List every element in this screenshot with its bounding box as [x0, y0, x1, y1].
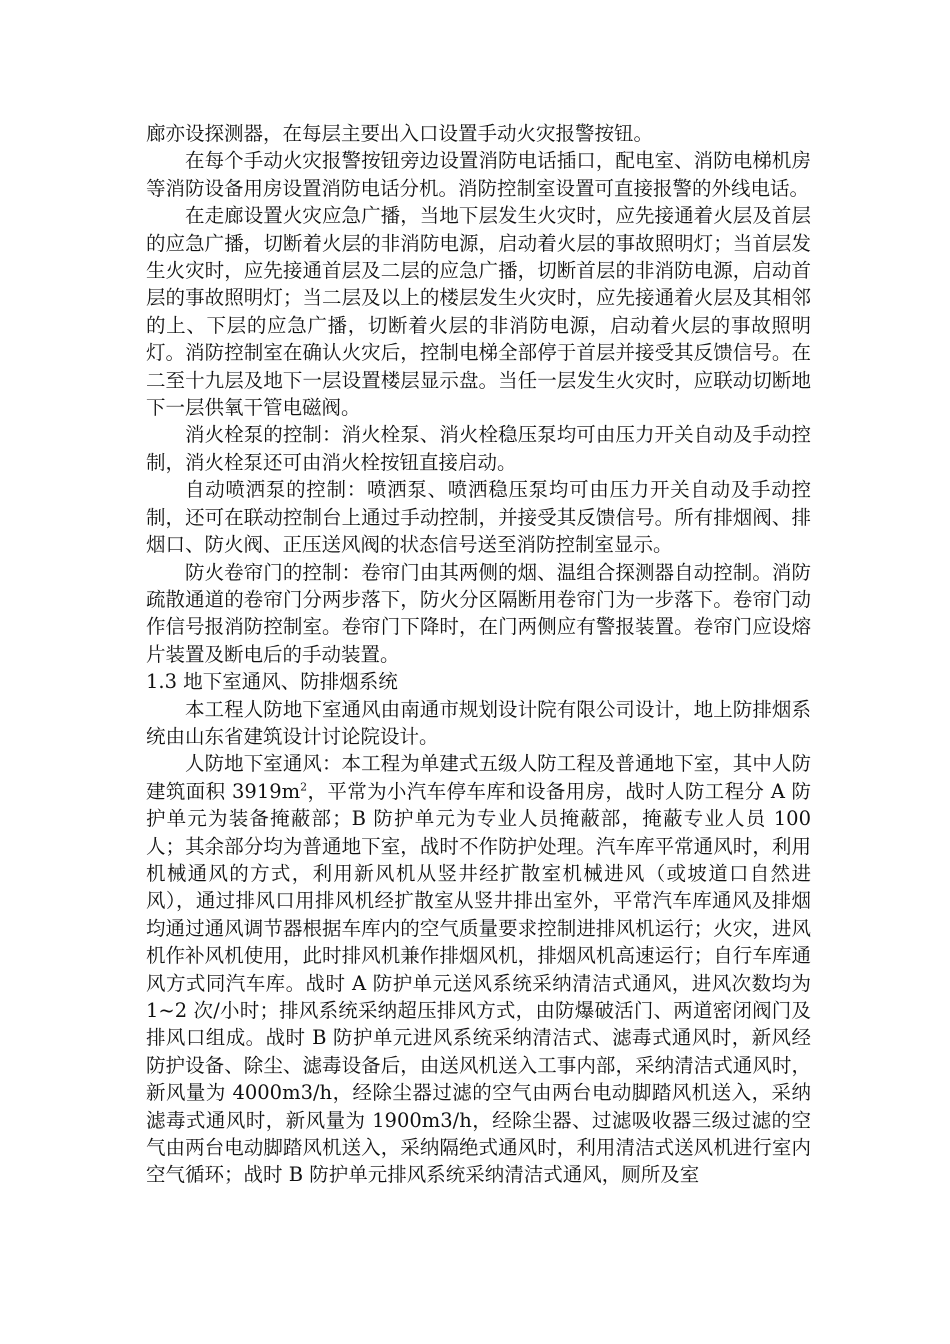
paragraph-rolling-shutter: 防火卷帘门的控制：卷帘门由其两侧的烟、温组合探测器自动控制。消防疏散通道的卷帘门分两步落下，防火分区隔断用卷帘门为一步落下。卷帘门动作信号报消防控制室。卷帘门下降时，在门两侧应有警报装置。卷帘门应设熔片装置及断电后的手动装置。	[146, 560, 811, 666]
paragraph-fire-phone: 在每个手动火灾报警按钮旁边设置消防电话插口，配电室、消防电梯机房等消防设备用房设置消防电话分机。消防控制室设置可直接报警的外线电话。	[146, 149, 811, 200]
ventilation-text-part-1: 人防地下室通风：本工程为单建式五级人防工程及普通地下室，其中人防建筑面积 3919m	[146, 752, 811, 803]
area-unit-superscript: 2	[300, 780, 308, 794]
section-heading: 1.3 地下室通风、防排烟系统	[146, 670, 398, 694]
paragraph-design-units: 本工程人防地下室通风由南通市规划设计院有限公司设计，地上防排烟系统由山东省建筑设计讨论院设计。	[146, 697, 811, 748]
paragraph-emergency-broadcast: 在走廊设置火灾应急广播，当地下层发生火灾时，应先接通着火层及首层的应急广播，切断着火层的非消防电源，启动着火层的事故照明灯；当首层发生火灾时，应先接通首层及二层的应急广播，切断首层的非消防电源，启动首层的事故照明灯；当二层及以上的楼层发生火灾时，应先接通着火层及其相邻的上、下层的应急广播，切断着火层的非消防电源，启动着火层的事故照明灯。消防控制室在确认火灾后，控制电梯全部停于首层并接受其反馈信号。在二至十九层及地下一层设置楼层显示盘。当任一层发生火灾时，应联动切断地下一层供氧干管电磁阀。	[146, 204, 811, 420]
document-body	[146, 120, 811, 1189]
paragraph-basement-ventilation	[146, 750, 811, 1189]
paragraph-hydrant-pump: 消火栓泵的控制：消火栓泵、消火栓稳压泵均可由压力开关自动及手动控制，消火栓泵还可由消火栓按钮直接启动。	[146, 423, 811, 474]
paragraph-continuation: 廊亦设探测器，在每层主要出入口设置手动火灾报警按钮。	[146, 122, 654, 145]
paragraph-sprinkler-pump: 自动喷洒泵的控制：喷洒泵、喷洒稳压泵均可由压力开关自动及手动控制，还可在联动控制台上通过手动控制，并接受其反馈信号。所有排烟阀、排烟口、防火阀、正压送风阀的状态信号送至消防控制室显示。	[146, 478, 811, 557]
ventilation-text-part-2: ，平常为小汽车停车库和设备用房，战时人防工程分 A 防护单元为装备掩蔽部；B 防护单元为专业人员掩蔽部，掩蔽专业人员 100 人；其余部分均为普通地下室，战时不作防护处理。汽车库平常通风时，利用机械通风的方式，利用新风机从竖井经扩散室机械进风（或坡道口自然进风），通过排风口用排风机经扩散室从竖井排出室外，平常汽车库通风及排烟均通过通风调节器根据车库内的空气质量要求控制进排风机运行；火灾，进风机作补风机使用，此时排风机兼作排烟风机，排烟风机高速运行；自行车库通风方式同汽车库。战时 A 防护单元送风系统采纳清洁式通风，进风次数均为 1~2 次/小时；排风系统采纳超压排风方式，由防爆破活门、两道密闭阀门及排风口组成。战时 B 防护单元进风系统采纳清洁式、滤毒式通风时，新风经防护设备、除尘、滤毒设备后，由送风机送入工事内部，采纳清洁式通风时，新风量为 4000m3/h，经除尘器过滤的空气由两台电动脚踏风机送入，采纳滤毒式通风时，新风量为 1900m3/h，经除尘器、过滤吸收器三级过滤的空气由两台电动脚踏风机送入，采纳隔绝式通风时，利用清洁式送风机进行室内空气循环；战时 B 防护单元排风系统采纳清洁式通风，厕所及室	[146, 779, 811, 1187]
